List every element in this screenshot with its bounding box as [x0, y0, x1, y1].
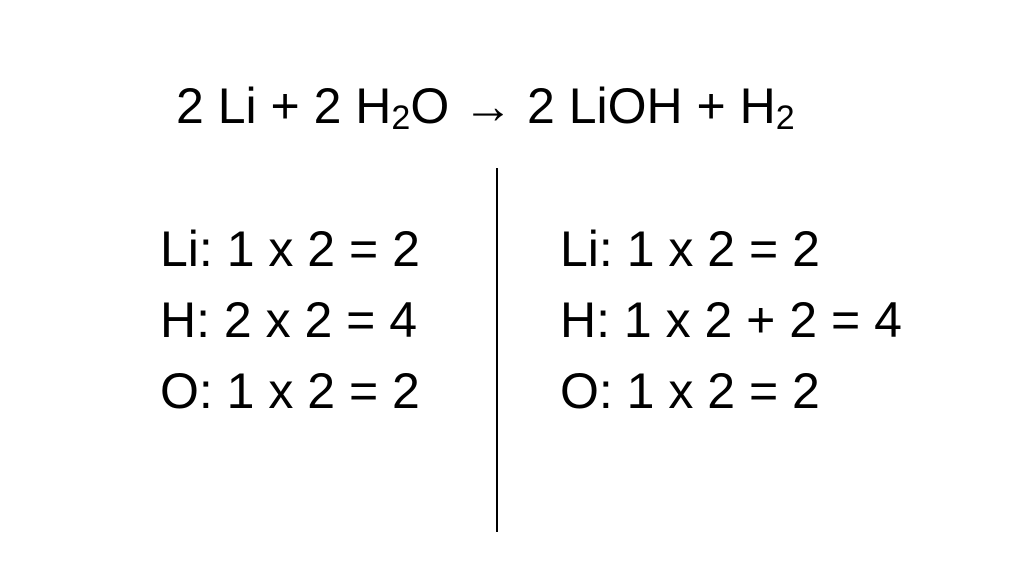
- equation-subscript-2: 2: [775, 99, 795, 137]
- product-row-h: H: 1 x 2 + 2 = 4: [560, 292, 902, 348]
- products-atom-count: [560, 214, 902, 427]
- product-row-o: O: 1 x 2 = 2: [560, 363, 820, 419]
- reactant-row-li: Li: 1 x 2 = 2: [160, 221, 420, 277]
- chemical-equation: [176, 74, 795, 138]
- product-row-li: Li: 1 x 2 = 2: [560, 221, 820, 277]
- reactant-row-h: H: 2 x 2 = 4: [160, 292, 418, 348]
- column-divider: [496, 168, 498, 532]
- reactant-row-o: O: 1 x 2 = 2: [160, 363, 420, 419]
- equation-subscript-1: 2: [391, 99, 411, 137]
- equation-part-2: O → 2 LiOH + H: [410, 78, 776, 134]
- reactants-atom-count: [160, 214, 420, 427]
- equation-part-1: 2 Li + 2 H: [176, 78, 392, 134]
